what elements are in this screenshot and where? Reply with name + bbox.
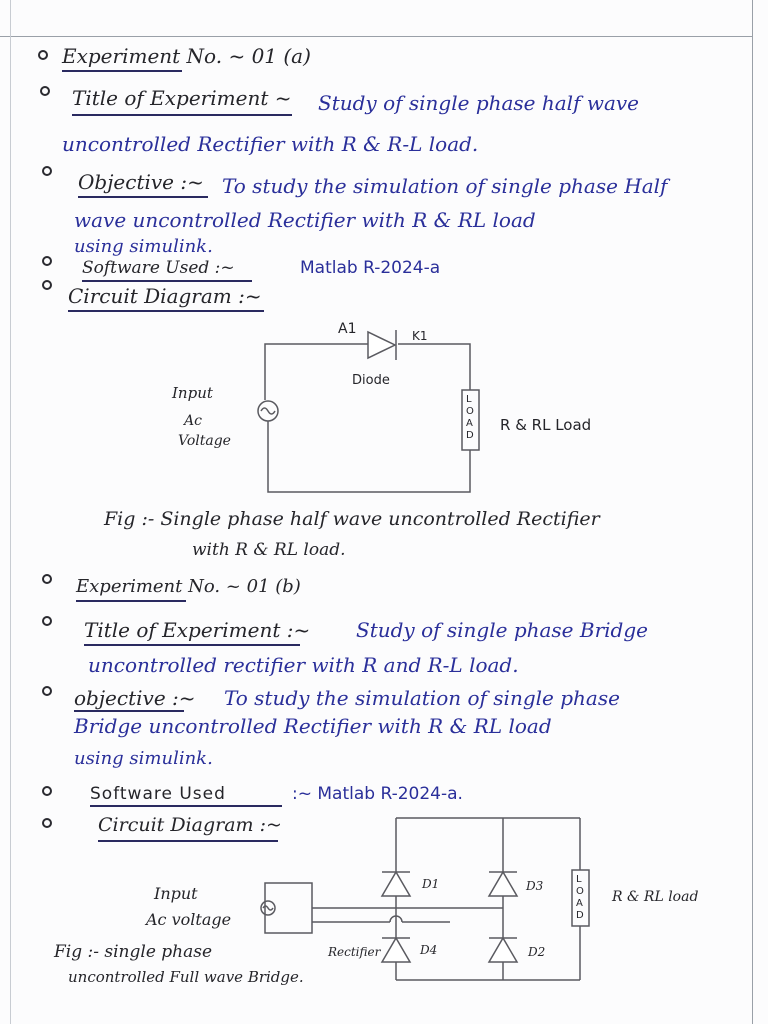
- experiment-b-objective-cont: Bridge uncontrolled Rectifier with R & RL load: [74, 714, 552, 738]
- label-k1: K1: [412, 329, 428, 343]
- experiment-a-objective-cont: wave uncontrolled Rectifier with R & RL load: [74, 208, 536, 232]
- load-label: LOAD: [576, 874, 584, 921]
- experiment-a-software-label: Software Used :~: [82, 258, 235, 278]
- label-ac-voltage: Ac voltage: [146, 910, 232, 929]
- experiment-a-title-label: Title of Experiment ~: [72, 86, 292, 110]
- label-voltage: Voltage: [178, 433, 231, 449]
- label-d4: D4: [420, 943, 438, 957]
- experiment-b-software-value: :~ Matlab R-2024-a.: [292, 784, 463, 804]
- figure-caption-a: Fig :- Single phase half wave uncontrolled Rectifier: [104, 508, 600, 530]
- experiment-b-title-value-cont: uncontrolled rectifier with R and R-L load.: [88, 653, 519, 677]
- label-diode: Diode: [352, 373, 390, 388]
- source-box: [265, 883, 312, 933]
- label-rectifier: Rectifier: [328, 945, 381, 959]
- figure-caption-b: Fig :- single phase: [54, 942, 213, 962]
- experiment-b-software-label: Software Used: [90, 784, 226, 804]
- load-description: R & RL load: [612, 889, 699, 905]
- diode-d1-icon: [382, 872, 410, 896]
- label-d1: D1: [422, 877, 440, 891]
- experiment-a-software-value: Matlab R-2024-a: [300, 258, 441, 278]
- label-input: Input: [154, 884, 198, 903]
- experiment-a-objective-cont2: using simulink.: [74, 236, 213, 257]
- figure-caption-b-cont: uncontrolled Full wave Bridge.: [68, 968, 304, 986]
- label-a1: A1: [338, 321, 357, 337]
- load-description: R & RL Load: [500, 416, 592, 434]
- diode-d4-icon: [382, 938, 410, 962]
- experiment-a-number: Experiment No. ~ 01 (a): [62, 44, 311, 68]
- experiment-b-circuit-label: Circuit Diagram :~: [98, 814, 282, 836]
- label-d3: D3: [526, 879, 544, 893]
- experiment-b-title-value: Study of single phase Bridge: [356, 618, 648, 642]
- experiment-b-objective-cont2: using simulink.: [74, 748, 213, 769]
- experiment-a-title-value: Study of single phase half wave: [318, 91, 640, 115]
- diode-d2-icon: [489, 938, 517, 962]
- label-d2: D2: [528, 945, 546, 959]
- experiment-b-objective: To study the simulation of single phase: [224, 686, 620, 710]
- figure-caption-a-cont: with R & RL load.: [192, 540, 346, 560]
- experiment-a-title-value-cont: uncontrolled Rectifier with R & R-L load.: [62, 132, 479, 156]
- experiment-a-objective: To study the simulation of single phase Half: [222, 174, 668, 198]
- experiment-b-objective-label: objective :~: [74, 686, 196, 710]
- experiment-b-title-label: Title of Experiment :~: [84, 618, 311, 642]
- experiment-a-objective-label: Objective :~: [78, 170, 204, 194]
- experiment-b-number: Experiment No. ~ 01 (b): [76, 576, 301, 597]
- diode-d3-icon: [489, 872, 517, 896]
- experiment-a-circuit-label: Circuit Diagram :~: [68, 284, 262, 308]
- label-ac: Ac: [184, 413, 202, 429]
- load-label: LOAD: [466, 394, 474, 441]
- label-input: Input: [172, 384, 213, 402]
